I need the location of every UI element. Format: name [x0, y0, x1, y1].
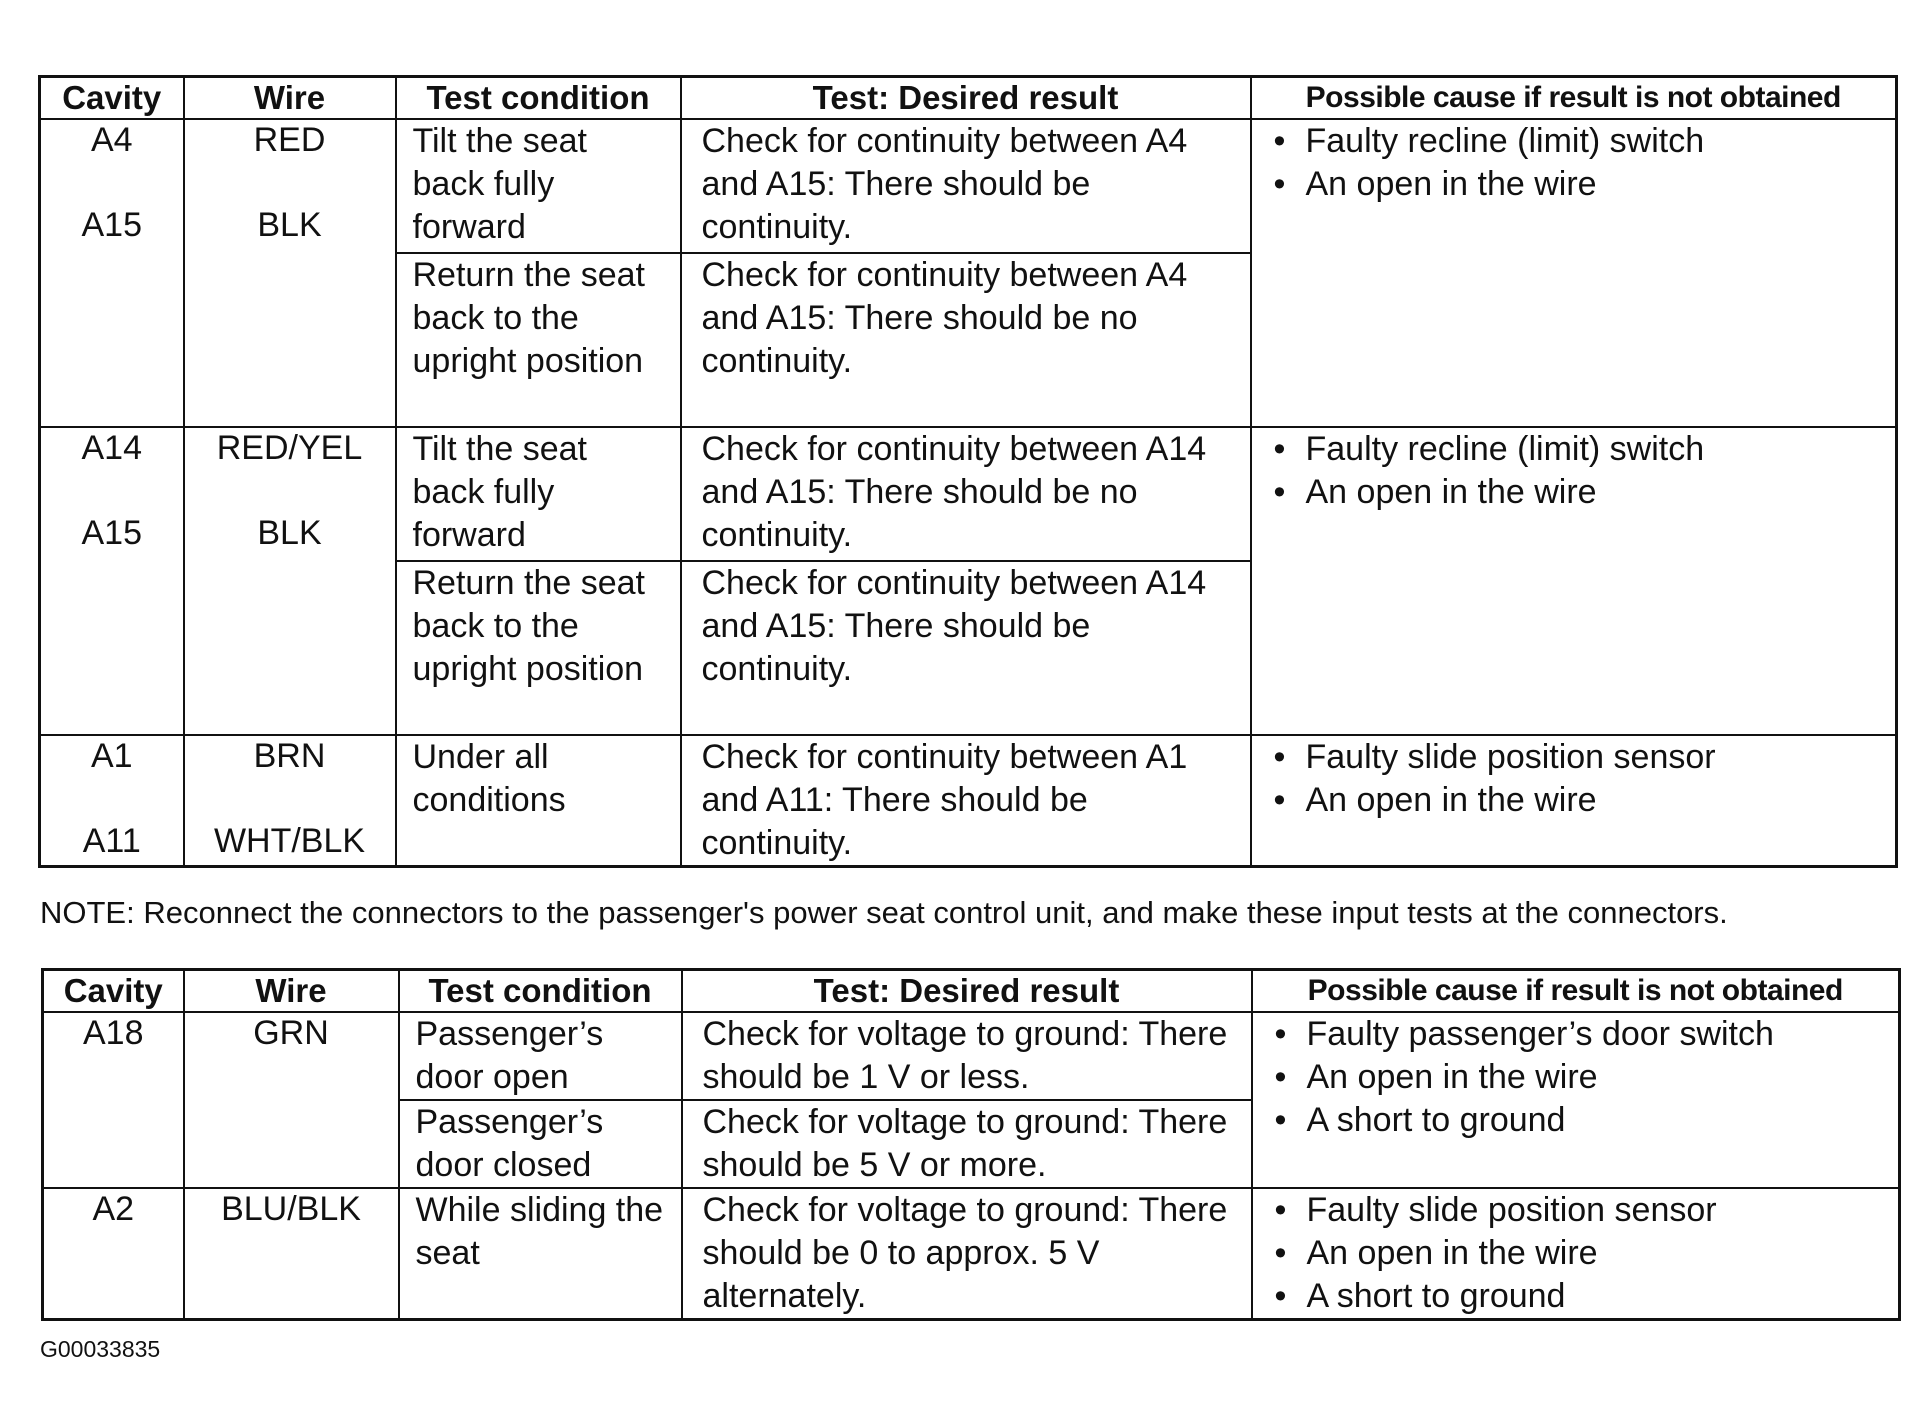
header-wire: Wire [184, 970, 399, 1013]
table-row [40, 735, 1897, 867]
cavity-value: A15 [81, 206, 142, 244]
header-desired-result: Test: Desired result [682, 970, 1252, 1013]
cavity-value: A18 [83, 1014, 144, 1052]
result-cell [682, 1012, 1252, 1100]
cause-list [1253, 1013, 1899, 1142]
header-desired-result: Test: Desired result [681, 77, 1251, 120]
condition-cell [399, 1100, 682, 1188]
table-header-row [43, 970, 1900, 1013]
desired-result: Check for voltage to ground: There should be 1 V or less. [702, 1015, 1228, 1096]
wire-value: BLK [257, 206, 322, 244]
cause-item: • An open in the wire [1275, 1232, 1899, 1275]
cavity-cell [40, 735, 184, 867]
cause-item: • Faulty recline (limit) switch [1274, 120, 1896, 163]
table-row [43, 1188, 1900, 1320]
cavity-cell [40, 427, 184, 735]
test-table-2 [41, 968, 1901, 1321]
cause-list [1252, 120, 1896, 206]
condition-cell [396, 561, 681, 735]
cavity-cell [40, 119, 184, 427]
wire-cell [184, 735, 396, 867]
cavity-value: A14 [81, 429, 142, 467]
wire-cell [184, 119, 396, 427]
condition-cell [396, 119, 681, 253]
cavity-value: A15 [81, 514, 142, 552]
cause-item: • An open in the wire [1275, 1056, 1899, 1099]
condition-cell [396, 427, 681, 561]
header-test-condition: Test condition [399, 970, 682, 1013]
cause-cell [1252, 1188, 1900, 1320]
result-cell [682, 1188, 1252, 1320]
result-cell [681, 119, 1251, 253]
cavity-value: A1 [90, 737, 133, 775]
condition-cell [399, 1188, 682, 1320]
cavity-value: A11 [82, 822, 141, 860]
result-cell [681, 427, 1251, 561]
cavity-value: A2 [92, 1190, 135, 1228]
table-header-row [40, 77, 1897, 120]
cause-item: • An open in the wire [1274, 779, 1896, 822]
wire-cell [184, 1012, 399, 1188]
note-text: NOTE: Reconnect the connectors to the passenger's power seat control unit, and make these input tests at the connectors. [40, 895, 1728, 930]
wire-value: GRN [253, 1014, 329, 1052]
cause-item: • Faulty recline (limit) switch [1274, 428, 1896, 471]
cause-list [1252, 736, 1896, 822]
cause-cell [1252, 1012, 1900, 1188]
figure-id: G00033835 [40, 1336, 161, 1362]
desired-result: Check for continuity between A4 and A15: There should be continuity. [701, 122, 1188, 246]
wire-value: RED [253, 121, 326, 159]
wire-cell [184, 1188, 399, 1320]
cavity-cell [43, 1012, 184, 1188]
cavity-value: A4 [90, 121, 133, 159]
cause-cell [1251, 119, 1897, 427]
cause-cell [1251, 427, 1897, 735]
table-row [40, 427, 1897, 561]
desired-result: Check for continuity between A14 and A15: There should be continuity. [701, 564, 1207, 688]
wire-cell [184, 427, 396, 735]
cause-item: • Faulty slide position sensor [1275, 1189, 1899, 1232]
cause-item: • Faulty passenger’s door switch [1275, 1013, 1899, 1056]
cause-list [1253, 1189, 1899, 1318]
condition-cell [396, 735, 681, 867]
test-condition: While sliding the seat [415, 1191, 664, 1272]
condition-cell [396, 253, 681, 427]
header-possible-cause: Possible cause if result is not obtained [1251, 77, 1897, 120]
wire-value: BLK [257, 514, 322, 552]
header-wire: Wire [184, 77, 396, 120]
test-table-1 [38, 75, 1898, 868]
result-cell [681, 561, 1251, 735]
cause-item: • An open in the wire [1274, 471, 1896, 514]
test-condition: Passenger’s door open [415, 1015, 604, 1096]
test-condition: Return the seat back to the upright position [412, 564, 645, 688]
result-cell [682, 1100, 1252, 1188]
cause-item: • A short to ground [1275, 1275, 1899, 1318]
desired-result: Check for continuity between A1 and A11: There should be continuity. [701, 738, 1188, 862]
desired-result: Check for continuity between A4 and A15: There should be no continuity. [701, 256, 1188, 380]
test-condition: Under all conditions [412, 738, 566, 819]
desired-result: Check for continuity between A14 and A15: There should be no continuity. [701, 430, 1207, 554]
cause-item: • An open in the wire [1274, 163, 1896, 206]
result-cell [681, 253, 1251, 427]
desired-result: Check for voltage to ground: There should be 5 V or more. [702, 1103, 1228, 1184]
header-cavity: Cavity [43, 970, 184, 1013]
cause-item: • Faulty slide position sensor [1274, 736, 1896, 779]
cause-item: • A short to ground [1275, 1099, 1899, 1142]
table-row [43, 1012, 1900, 1100]
desired-result: Check for voltage to ground: There should be 0 to approx. 5 V alternately. [702, 1191, 1228, 1315]
table-row [40, 119, 1897, 253]
cavity-cell [43, 1188, 184, 1320]
test-condition: Passenger’s door closed [415, 1103, 604, 1184]
wire-value: BLU/BLK [221, 1190, 361, 1228]
test-condition: Tilt the seat back fully forward [412, 122, 587, 246]
wire-value: WHT/BLK [213, 822, 366, 860]
wire-value: BRN [253, 737, 326, 775]
test-condition: Return the seat back to the upright position [412, 256, 645, 380]
wire-value: RED/YEL [216, 429, 363, 467]
cause-cell [1251, 735, 1897, 867]
header-possible-cause: Possible cause if result is not obtained [1252, 970, 1900, 1013]
header-cavity: Cavity [40, 77, 184, 120]
cause-list [1252, 428, 1896, 514]
header-test-condition: Test condition [396, 77, 681, 120]
test-condition: Tilt the seat back fully forward [412, 430, 587, 554]
condition-cell [399, 1012, 682, 1100]
result-cell [681, 735, 1251, 867]
